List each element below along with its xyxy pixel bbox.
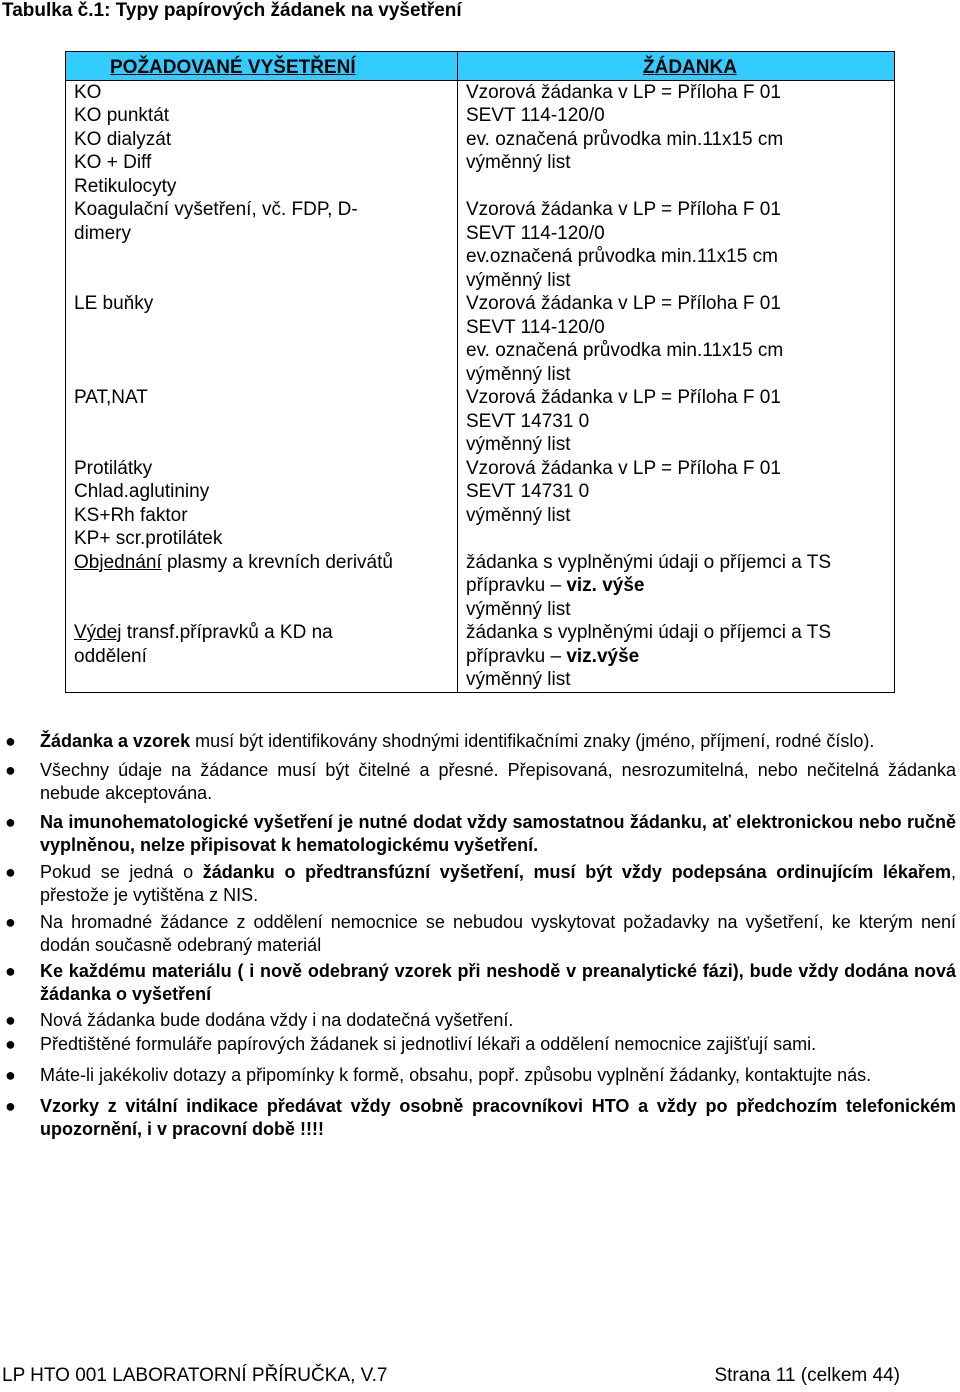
table-row (66, 551, 895, 622)
bullet-icon: ● (5, 1065, 16, 1085)
bullet-icon: ● (5, 1096, 16, 1116)
requisition-cell (458, 198, 895, 292)
requisition-text: přípravku – (466, 575, 567, 596)
note-text: Pokud se jedná o (40, 862, 203, 882)
requisition-line: SEVT 114-120/0 (466, 222, 605, 244)
list-item (0, 861, 960, 907)
note-text: , přestože je vytištěna z NIS. (40, 862, 956, 905)
requisition-line: Vzorová žádanka v LP = Příloha F 01 (466, 199, 781, 220)
requisition-line: SEVT 14731 0 (466, 481, 590, 502)
requisition-line: Vzorová žádanka v LP = Příloha F 01 (466, 81, 781, 103)
bullet-icon: ● (5, 731, 16, 751)
examination-keyword: Objednání (74, 551, 162, 573)
note-bold: žádanku o předtransfúzní vyšetření, musí být vždy podepsána ordinujícím lékařem (202, 862, 951, 882)
table-header-row (66, 52, 895, 81)
requisition-reference: viz. výše (566, 575, 645, 596)
table-row (66, 198, 895, 292)
bullet-icon: ● (5, 862, 16, 882)
examination-cell (66, 621, 458, 692)
table-row (66, 292, 895, 386)
requisition-line (466, 645, 894, 669)
list-item (0, 811, 960, 857)
examination-item: Protilátky (74, 457, 153, 479)
examination-item: KO + Diff (74, 152, 152, 173)
note-text: Máte-li jakékoliv dotazy a připomínky k formě, obsahu, popř. způsobu vyplnění žádanky, kontaktujte nás. (40, 1065, 872, 1085)
table-row (66, 80, 895, 198)
examination-item: KO (74, 81, 102, 103)
requisition-line: výměnný list (466, 598, 571, 620)
bullet-icon: ● (5, 961, 16, 981)
requisition-line: výměnný list (466, 504, 571, 526)
examination-item: Koagulační vyšetření, vč. FDP, D- (74, 199, 358, 220)
examination-item: Retikulocyty (74, 175, 177, 197)
list-item (0, 730, 960, 753)
list-item (0, 911, 960, 957)
requisition-line: žádanka s vyplněnými údaji o příjemci a TS (466, 551, 832, 573)
examination-item: KP+ scr.protilátek (74, 528, 223, 549)
requisition-cell (458, 292, 895, 386)
examination-item: KO punktát (74, 105, 170, 126)
list-item (0, 1095, 960, 1141)
examination-text: transf.přípravků a KD na (121, 622, 333, 643)
examination-cell (66, 457, 458, 551)
requisition-text: přípravku – (466, 645, 567, 667)
requisition-line: SEVT 14731 0 (466, 410, 590, 432)
examination-item: PAT,NAT (74, 387, 148, 408)
examination-item: KS+Rh faktor (74, 504, 188, 526)
examination-cell (66, 80, 458, 198)
requisition-line: výměnný list (466, 434, 571, 455)
examination-cell (66, 551, 458, 622)
requisition-line: výměnný list (466, 363, 571, 385)
examination-item: LE buňky (74, 293, 154, 314)
examination-item: Chlad.aglutininy (74, 481, 210, 502)
requisition-reference: viz.výše (566, 645, 640, 667)
header-examination: POŽADOVANÉ VYŠETŘENÍ (66, 52, 458, 81)
note-text: Nová žádanka bude dodána vždy i na dodatečná vyšetření. (40, 1010, 514, 1030)
requisition-line: SEVT 114-120/0 (466, 316, 605, 338)
examination-keyword: Výdej (74, 622, 122, 643)
examination-item (74, 621, 457, 645)
list-item (0, 1033, 960, 1056)
footer-page-number: Strana 11 (celkem 44) (714, 1365, 900, 1386)
table-caption: Tabulka č.1: Typy papírových žádanek na vyšetření (2, 0, 462, 21)
note-text: Vzorky z vitální indikace předávat vždy osobně pracovníkovi HTO a vždy po předchozím telefonickém upozornění, i v pracovní době !!!! (40, 1096, 956, 1139)
requisition-cell (458, 386, 895, 457)
note-text: Ke každému materiálu ( i nově odebraný vzorek při neshodě v preanalytické fázi), bude vždy dodána nová žádanka o vyšetření (40, 961, 956, 1004)
table-row (66, 386, 895, 457)
bullet-icon: ● (5, 912, 16, 932)
list-item (0, 960, 960, 1006)
requisition-line: Vzorová žádanka v LP = Příloha F 01 (466, 457, 781, 479)
table-row (66, 457, 895, 551)
requisition-cell (458, 80, 895, 198)
requisition-line: výměnný list (466, 152, 571, 173)
requisition-line: výměnný list (466, 669, 571, 690)
list-item (0, 1064, 960, 1087)
examination-text: plasmy a krevních derivátů (161, 551, 393, 573)
requisition-cell (458, 551, 895, 622)
requisition-line: ev. označená průvodka min.11x15 cm (466, 340, 784, 361)
requisition-line: Vzorová žádanka v LP = Příloha F 01 (466, 293, 781, 314)
note-bold: Žádanka a vzorek (40, 731, 191, 751)
bullet-icon: ● (5, 812, 16, 832)
examination-cell (66, 386, 458, 457)
note-text: Na hromadné žádance z oddělení nemocnice se nebudou vyskytovat požadavky na vyšetření, ke kterým není dodán současně odebraný materiál (40, 912, 956, 955)
list-item (0, 759, 960, 805)
requisition-line: výměnný list (466, 269, 571, 291)
note-text: Na imunohematologické vyšetření je nutné dodat vždy samostatnou žádanku, ať elektronickou nebo ručně vyplněnou, nelze připisovat k hematologickému vyšetření. (40, 812, 956, 855)
examination-item: oddělení (74, 645, 147, 667)
requisition-line (466, 574, 894, 598)
bullet-icon: ● (5, 1034, 16, 1054)
examination-item: KO dialyzát (74, 128, 172, 150)
header-requisition: ŽÁDANKA (458, 52, 895, 81)
requisition-line: Vzorová žádanka v LP = Příloha F 01 (466, 387, 781, 408)
table-row (66, 621, 895, 692)
examination-cell (66, 292, 458, 386)
note-text: Předtištěné formuláře papírových žádanek si jednotliví lékaři a oddělení nemocnice zajišťují sami. (40, 1034, 817, 1054)
requisition-cell (458, 621, 895, 692)
footer-document-title: LP HTO 001 LABORATORNÍ PŘÍRUČKA, V.7 (2, 1365, 388, 1386)
requisition-table (65, 51, 895, 693)
requisition-line: ev. označená průvodka min.11x15 cm (466, 128, 784, 150)
examination-item: dimery (74, 222, 132, 244)
notes-list (0, 730, 960, 1141)
requisition-line: SEVT 114-120/0 (466, 105, 605, 126)
requisition-line: ev.označená průvodka min.11x15 cm (466, 246, 778, 267)
bullet-icon: ● (5, 1010, 16, 1030)
requisition-line: žádanka s vyplněnými údaji o příjemci a TS (466, 622, 832, 643)
note-text: Všechny údaje na žádance musí být čitelné a přesné. Přepisovaná, nesrozumitelná, nebo nečitelná žádanka nebude akceptována. (40, 760, 956, 803)
examination-cell (66, 198, 458, 292)
bullet-icon: ● (5, 760, 16, 780)
examination-item (74, 551, 457, 575)
requisition-cell (458, 457, 895, 551)
list-item (0, 1009, 960, 1032)
note-text: musí být identifikovány shodnými identifikačními znaky (jméno, příjmení, rodné číslo). (190, 731, 875, 751)
